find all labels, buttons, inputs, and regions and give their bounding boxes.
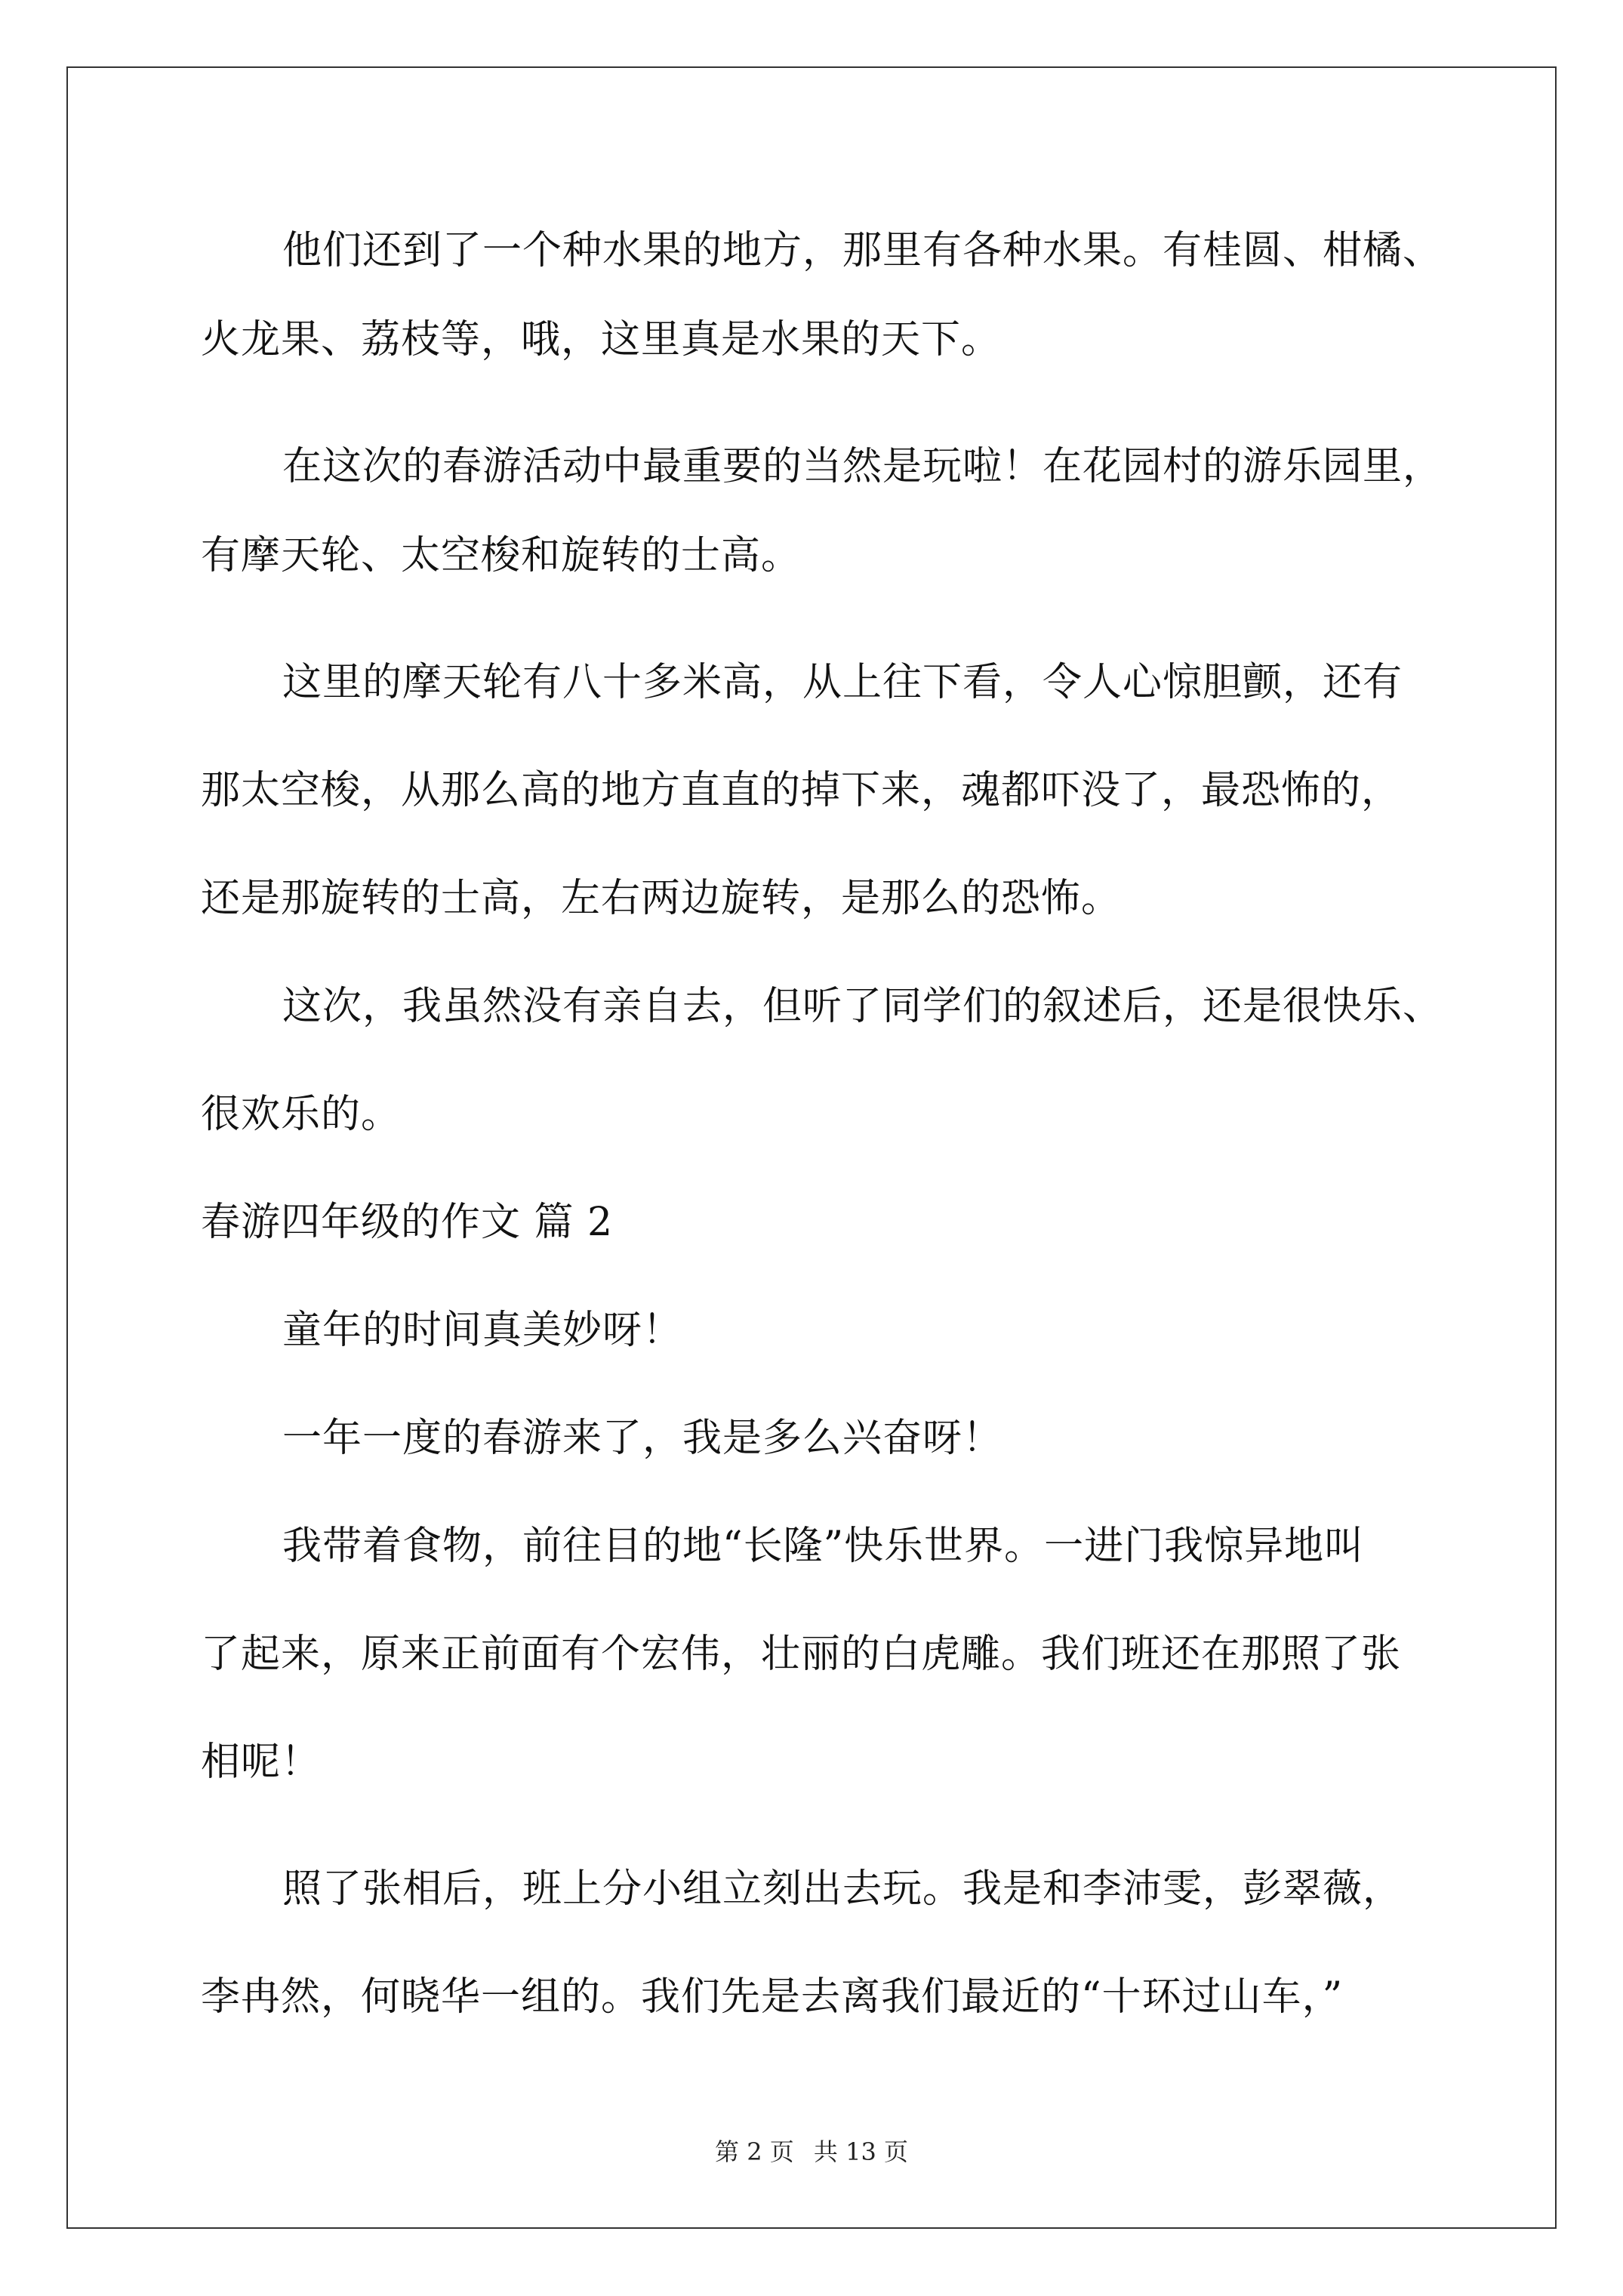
paragraph-line: 有摩天轮、太空梭和旋转的士高。 <box>201 533 802 578</box>
paragraph-line: 照了张相后，班上分小组立刻出去玩。我是和李沛雯，彭翠薇， <box>282 1866 1403 1912</box>
section-heading: 春游四年级的作文 篇 2 <box>201 1200 614 1245</box>
paragraph-line: 了起来，原来正前面有个宏伟，壮丽的白虎雕。我们班还在那照了张 <box>201 1632 1402 1677</box>
paragraph-line: 这里的摩天轮有八十多米高，从上往下看，令人心惊胆颤，还有 <box>282 660 1403 705</box>
paragraph-line: 火龙果、荔枝等，哦，这里真是水果的天下。 <box>201 317 1002 362</box>
page-number-current: 第 2 页 <box>715 2137 794 2166</box>
page-footer <box>0 2137 1623 2167</box>
paragraph-line: 相呢！ <box>201 1740 322 1785</box>
paragraph-line: 这次，我虽然没有亲自去，但听了同学们的叙述后，还是很快乐、 <box>282 984 1443 1029</box>
paragraph-line: 我带着食物，前往目的地“长隆”快乐世界。一进门我惊异地叫 <box>282 1524 1365 1569</box>
paragraph-line: 他们还到了一个种水果的地方，那里有各种水果。有桂圆、柑橘、 <box>282 228 1443 273</box>
paragraph-line: 很欢乐的。 <box>201 1092 402 1137</box>
paragraph-line: 还是那旋转的士高，左右两边旋转，是那么的恐怖。 <box>201 876 1122 921</box>
paragraph-line: 在这次的春游活动中最重要的当然是玩啦！在花园村的游乐园里， <box>282 444 1443 489</box>
paragraph-line: 一年一度的春游来了，我是多么兴奋呀！ <box>282 1416 1003 1461</box>
paragraph-line: 那太空梭，从那么高的地方直直的掉下来，魂都吓没了，最恐怖的， <box>201 768 1402 813</box>
paragraph-line: 李冉然，何晓华一组的。我们先是去离我们最近的“十环过山车，” <box>201 1974 1344 2020</box>
page-number-total: 共 13 页 <box>813 2137 908 2166</box>
paragraph-line: 童年的时间真美妙呀！ <box>282 1308 683 1353</box>
